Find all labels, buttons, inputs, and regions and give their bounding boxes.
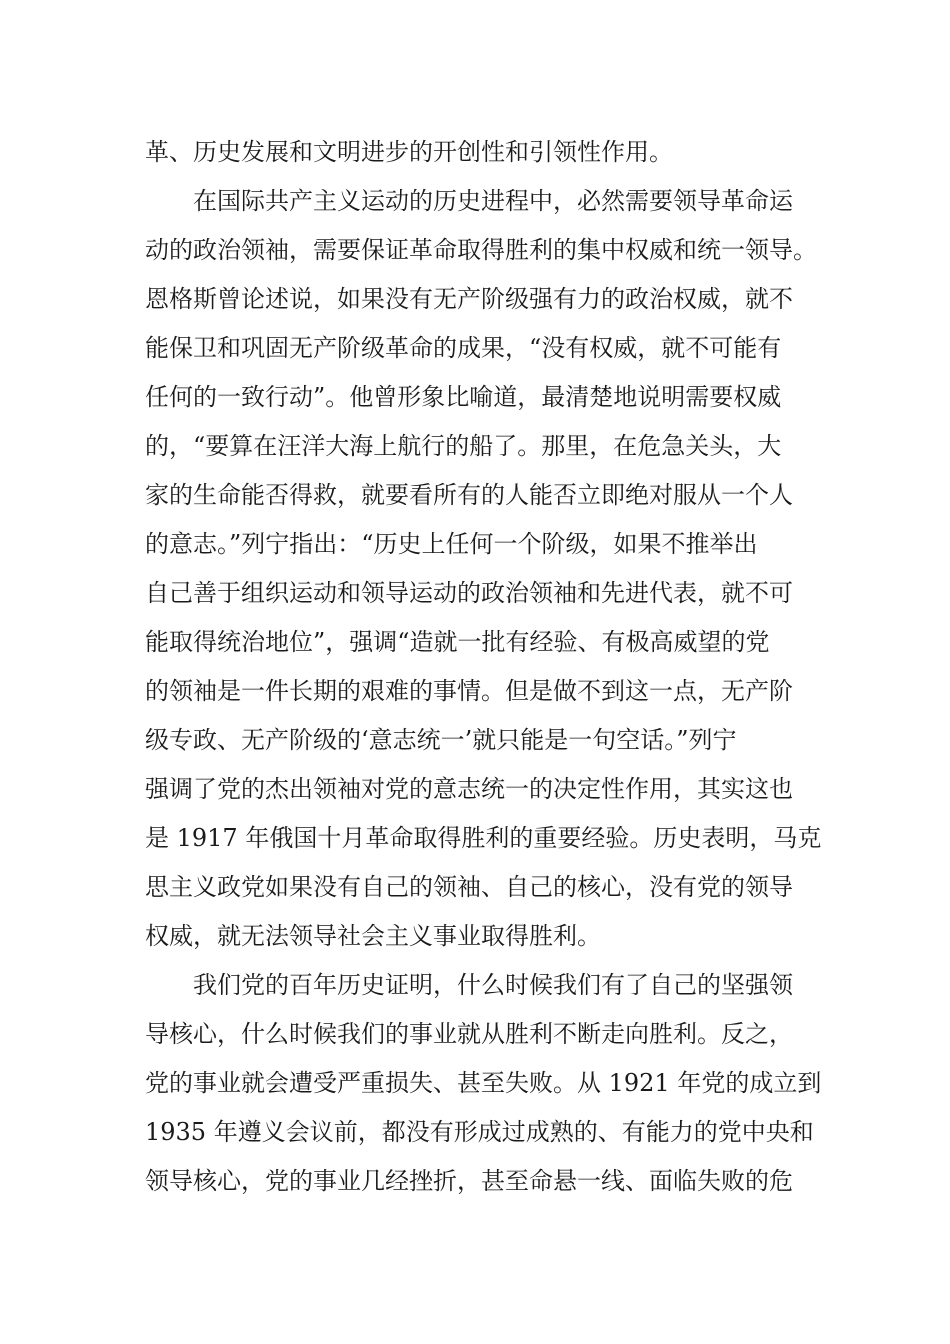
- text-line: 的领袖是一件长期的艰难的事情。但是做不到这一点，无产阶: [145, 677, 793, 705]
- text-line: 是 1917 年俄国十月革命取得胜利的重要经验。历史表明，马克: [145, 824, 822, 852]
- text-line: 自己善于组织运动和领导运动的政治领袖和先进代表，就不可: [145, 579, 793, 607]
- text-line: 革、历史发展和文明进步的开创性和引领性作用。: [145, 138, 673, 166]
- text-line: 的，“要算在汪洋大海上航行的船了。那里，在危急关头，大: [145, 432, 782, 460]
- text-line: 的意志。”列宁指出：“历史上任何一个阶级，如果不推举出: [145, 530, 758, 558]
- text-line: 权威，就无法领导社会主义事业取得胜利。: [145, 922, 601, 950]
- text-line: 恩格斯曾论述说，如果没有无产阶级强有力的政治权威，就不: [145, 285, 793, 313]
- text-line: 任何的一致行动”。他曾形象比喻道，最清楚地说明需要权威: [145, 383, 782, 411]
- text-line: 家的生命能否得救，就要看所有的人能否立即绝对服从一个人: [145, 481, 793, 509]
- text-line: 级专政、无产阶级的‘意志统一’就只能是一句空话。”列宁: [145, 726, 737, 754]
- text-line: 强调了党的杰出领袖对党的意志统一的决定性作用，其实这也: [145, 775, 793, 803]
- text-line: 思主义政党如果没有自己的领袖、自己的核心，没有党的领导: [145, 873, 793, 901]
- text-line: 动的政治领袖，需要保证革命取得胜利的集中权威和统一领导。: [145, 236, 817, 264]
- paragraph-first-line: 我们党的百年历史证明，什么时候我们有了自己的坚强领: [193, 971, 793, 999]
- text-line: 能保卫和巩固无产阶级革命的成果，“没有权威，就不可能有: [145, 334, 782, 362]
- text-line: 党的事业就会遭受严重损失、甚至失败。从 1921 年党的成立到: [145, 1069, 822, 1097]
- text-line: 1935 年遵义会议前，都没有形成过成熟的、有能力的党中央和: [145, 1118, 814, 1146]
- text-line: 导核心，什么时候我们的事业就从胜利不断走向胜利。反之，: [145, 1020, 793, 1048]
- text-line: 能取得统治地位”，强调“造就一批有经验、有极高威望的党: [145, 628, 770, 656]
- paragraph-first-line: 在国际共产主义运动的历史进程中，必然需要领导革命运: [193, 187, 793, 215]
- text-line: 领导核心，党的事业几经挫折，甚至命悬一线、面临失败的危: [145, 1167, 793, 1195]
